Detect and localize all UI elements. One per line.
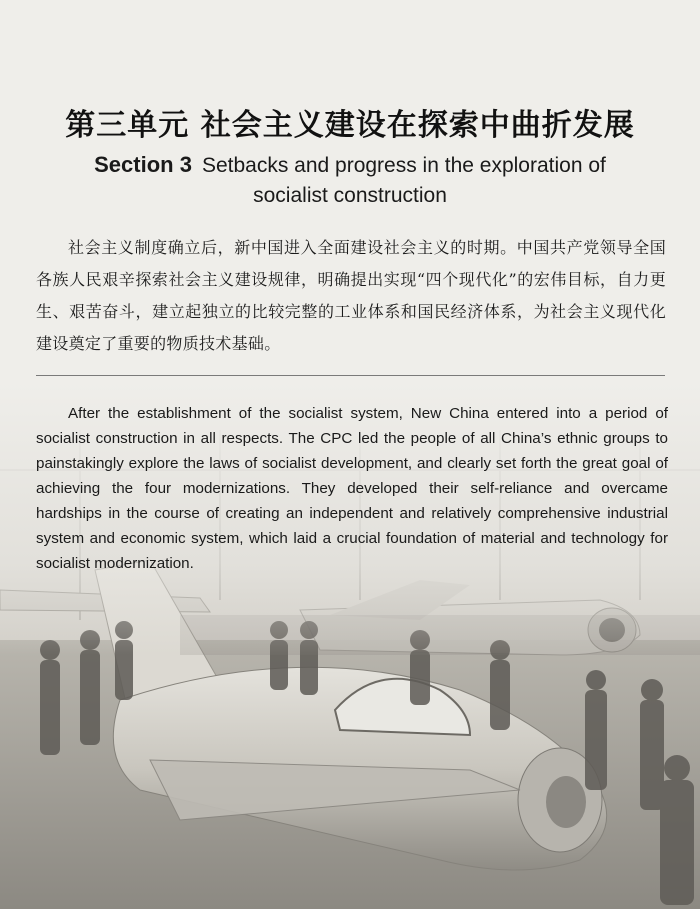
intro-paragraph-english: After the establishment of the socialist system, New China entered into a period of socialist construction in all respects. The CPC led the people of all China’s ethnic groups to painstakingly explore the laws of socialist development, and clearly set forth the great goal of achieving the four modernizations. They developed their self-reliance and overcame hardships in the course of creating an independent and relatively comprehensive industrial system and economic system, which laid a crucial foundation of material and technology for socialist modernization. [36,405,668,572]
intro-paragraph-chinese: 社会主义制度确立后，新中国进入全面建设社会主义的时期。中国共产党领导全国各族人民艰辛探索社会主义建设规律，明确提出实现“四个现代化”的宏伟目标，自力更生、艰苦奋斗，建立起独立的比较完整的工业体系和国民经济体系，为社会主义现代化建设奠定了重要的物质技术基础。 [36,238,666,353]
unit-title-chinese: 第三单元 社会主义建设在探索中曲折发展 [65,108,635,143]
unit-title-english-line1 [0,150,700,181]
unit-title-english [0,150,700,211]
section-divider [36,375,665,376]
section-label: Section 3 [94,152,192,177]
title-en-line1-text: Setbacks and progress in the exploration of [201,154,606,177]
unit-title-english-line2: socialist construction [253,184,447,207]
